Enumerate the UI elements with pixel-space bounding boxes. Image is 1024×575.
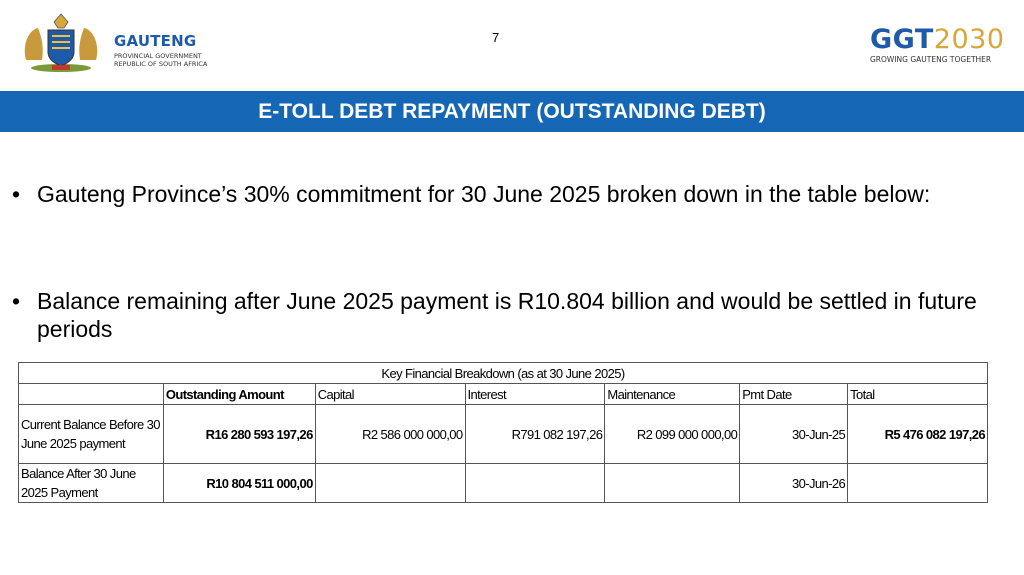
header-cell: Pmt Date (740, 384, 848, 405)
coat-of-arms-icon (18, 8, 104, 74)
header-cell: Maintenance (605, 384, 740, 405)
table-cell (605, 464, 740, 503)
table-caption: Key Financial Breakdown (as at 30 June 2025) (19, 363, 988, 384)
table-header-row (19, 384, 988, 405)
title-bar (0, 91, 1024, 132)
page-number: 7 (492, 30, 500, 45)
republic-text: REPUBLIC OF SOUTH AFRICA (114, 60, 208, 68)
table-cell: R16 280 593 197,26 (163, 405, 315, 464)
tagline: GROWING GAUTENG TOGETHER (870, 55, 992, 64)
header-cell: Interest (465, 384, 605, 405)
header-cell: Outstanding Amount (163, 384, 315, 405)
table-cell (465, 464, 605, 503)
row-label: Balance After 30 June 2025 Payment (19, 464, 164, 503)
table-cell: R2 586 000 000,00 (315, 405, 465, 464)
table-cell: R2 099 000 000,00 (605, 405, 740, 464)
gauteng-logo (18, 8, 208, 74)
table-cell (315, 464, 465, 503)
bullet-icon: • (12, 288, 21, 314)
ggt-wordmark: GGT (870, 24, 934, 55)
table-cell: R10 804 511 000,00 (163, 464, 315, 503)
row-label: Current Balance Before 30 June 2025 payment (19, 405, 164, 464)
bullet-text: Balance remaining after June 2025 payment is R10.804 billion and would be settled in future periods (37, 288, 977, 342)
table-row (19, 405, 988, 464)
gauteng-wordmark: GAUTENG (114, 32, 197, 50)
ggt2030-logo (870, 26, 1005, 64)
bullet-icon: • (12, 181, 21, 207)
header-cell: Capital (315, 384, 465, 405)
table-caption-row (19, 363, 988, 384)
table-cell (848, 464, 988, 503)
slide-title: E-TOLL DEBT REPAYMENT (OUTSTANDING DEBT) (258, 100, 766, 123)
table-cell: 30-Jun-26 (740, 464, 848, 503)
header-cell (19, 384, 164, 405)
header-cell: Total (848, 384, 988, 405)
table-row (19, 464, 988, 503)
table-cell: R791 082 197,26 (465, 405, 605, 464)
provincial-government-text: PROVINCIAL GOVERNMENT (114, 52, 202, 60)
financial-breakdown-table (18, 362, 988, 503)
table-cell: 30-Jun-25 (740, 405, 848, 464)
table-cell: R5 476 082 197,26 (848, 405, 988, 464)
bullet-text: Gauteng Province’s 30% commitment for 30 June 2025 broken down in the table below: (37, 181, 931, 207)
year-wordmark: 2030 (933, 24, 1005, 55)
